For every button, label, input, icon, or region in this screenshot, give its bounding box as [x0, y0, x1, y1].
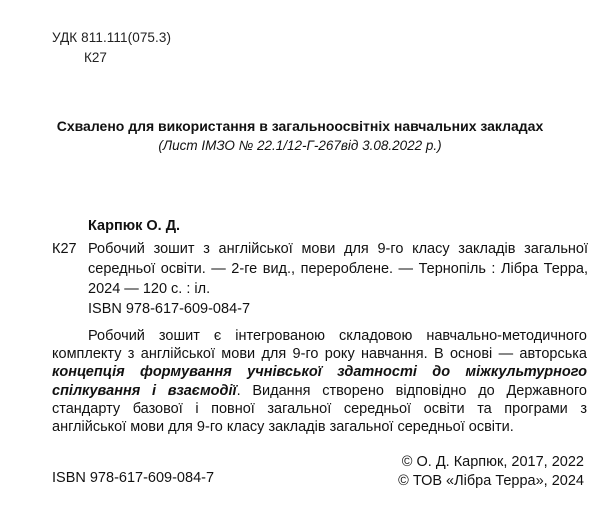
author-sign-code: К27: [84, 50, 107, 65]
bibliographic-description: Робочий зошит з англійської мови для 9-го класу закладів загальної середньої освіти. — 2-ге вид., перероблене. — Тернопіль : Лібра Терра, 2024 — 120 с. : іл.: [88, 241, 588, 297]
udk-code: УДК 811.111(075.3): [52, 30, 172, 45]
footer-isbn: ISBN 978-617-609-084-7: [52, 470, 215, 486]
bibliographic-record: [88, 239, 588, 319]
bibliography-code: К27: [52, 241, 77, 257]
approval-letter-reference: (Лист ІМЗО № 22.1/12-Г-267від 3.08.2022 р.): [158, 138, 442, 153]
copyright-author: © О. Д. Карпюк, 2017, 2022: [401, 454, 584, 470]
annotation-text-end: . Видання створено відповідно до Державного стандарту базової і повної загальної середньої освіти та програми з англійської мови для 9-го класу закладів загальної середньої освіти.: [52, 382, 587, 436]
annotation-text-start: Робочий зошит є інтегрованою складовою навчально-методичного комплекту з англійської мови для 9-го року навчання. В основі — авторська: [52, 328, 587, 363]
annotation-concept-highlight: концепція формування учнівської здатності до міжкультурного спілкування і взаємодії: [52, 364, 587, 399]
annotation-paragraph: [52, 327, 587, 436]
bibliographic-isbn: ISBN 978-617-609-084-7: [88, 301, 251, 317]
bibliography-author: Карпюк О. Д.: [88, 218, 181, 234]
copyright-publisher: © ТОВ «Лібра Терра», 2024: [398, 473, 584, 489]
approval-statement: Схвалено для використання в загальноосвітніх навчальних закладах: [56, 118, 544, 134]
